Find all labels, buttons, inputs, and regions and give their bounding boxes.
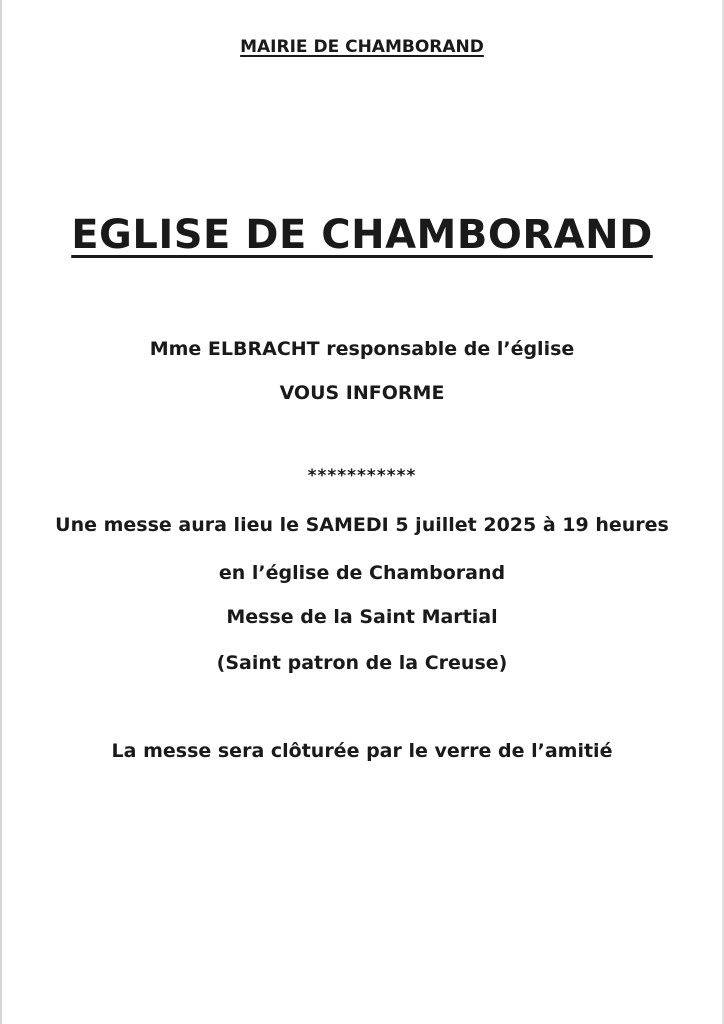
announcement-line-location: en l’église de Chamborand [218, 562, 506, 584]
mairie-header: MAIRIE DE CHAMBORAND [240, 37, 484, 57]
intro-line-responsible: Mme ELBRACHT responsable de l’église [149, 338, 575, 360]
closing-line: La messe sera clôturée par le verre de l’amitié [111, 740, 613, 762]
notice-title: EGLISE DE CHAMBORAND [71, 212, 653, 258]
announcement-line-mass-name: Messe de la Saint Martial [226, 606, 498, 628]
scan-edge-left [0, 0, 2, 1024]
asterisk-separator: *********** [307, 466, 417, 486]
announcement-line-date: Une messe aura lieu le SAMEDI 5 juillet 2025 à 19 heures [55, 514, 669, 536]
intro-line-informs: VOUS INFORME [279, 382, 445, 404]
announcement-line-patron: (Saint patron de la Creuse) [216, 652, 508, 674]
